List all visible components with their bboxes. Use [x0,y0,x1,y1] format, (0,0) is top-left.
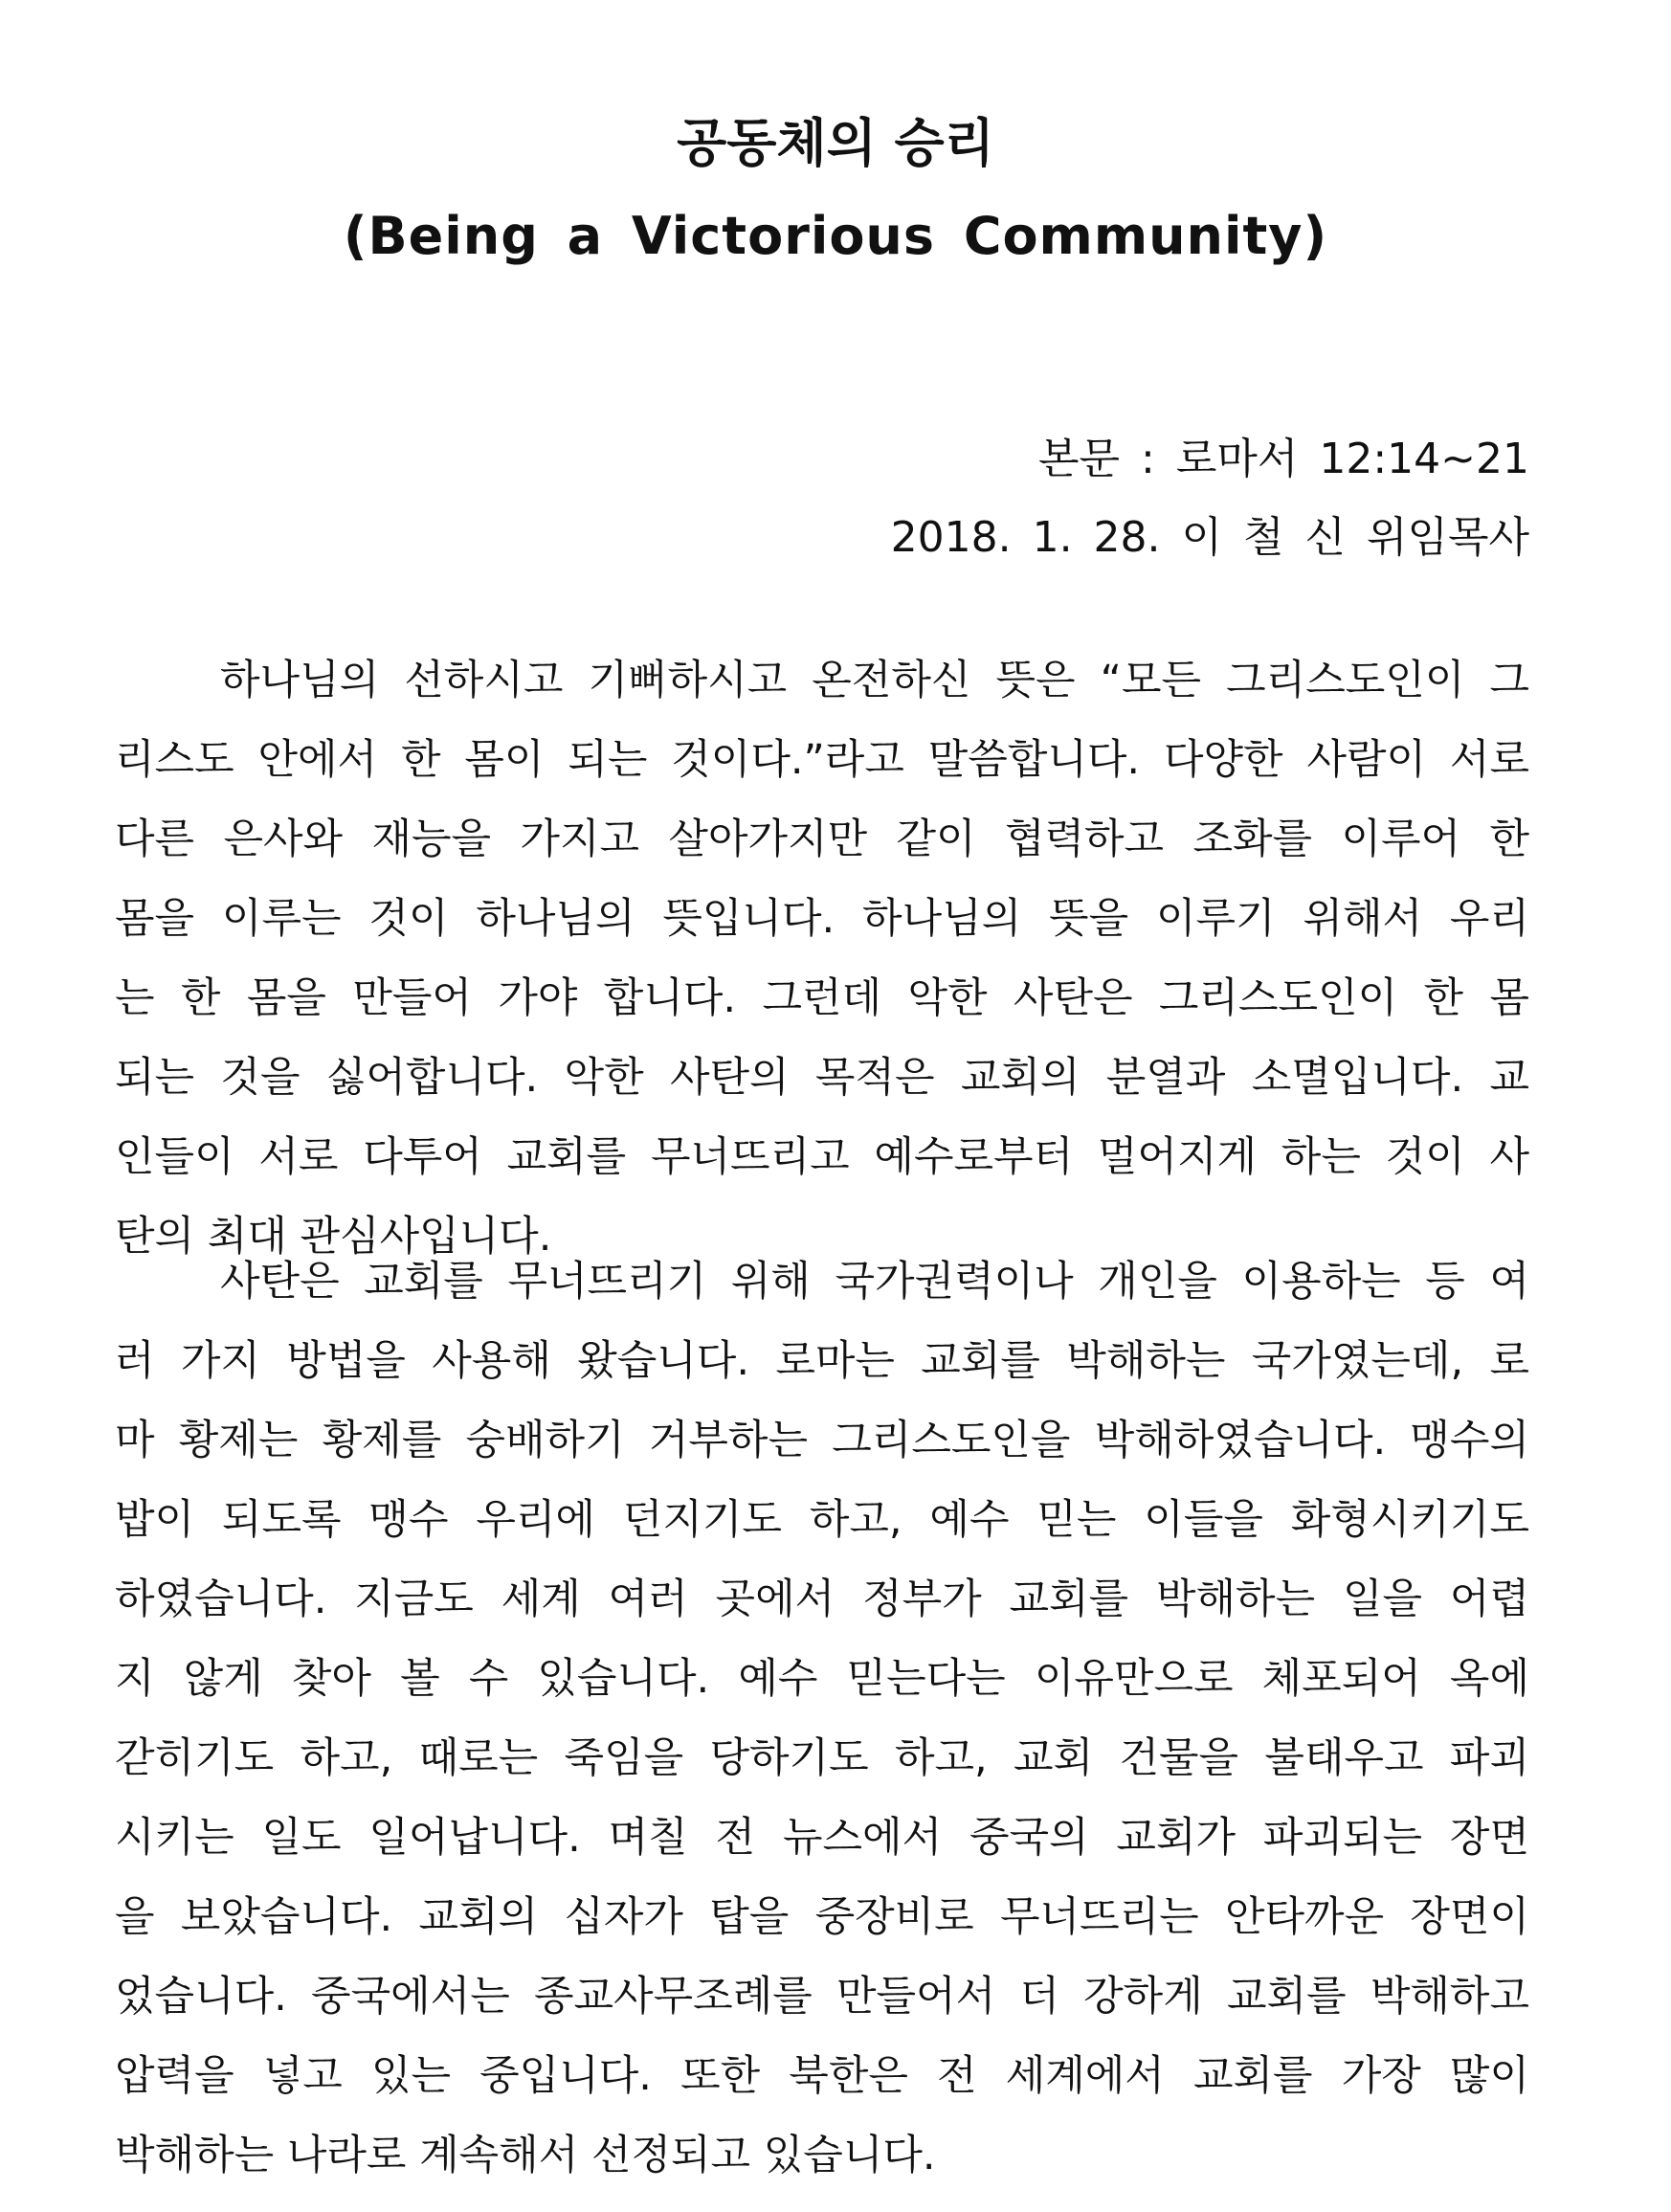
paragraph-1 [115,641,1529,1277]
paragraph-line: 시키는 일도 일어납니다. 며칠 전 뉴스에서 중국의 교회가 파괴되는 장면 [115,1814,1529,1862]
paragraph-line: 지 않게 찾아 볼 수 있습니다. 예수 믿는다는 이유만으로 체포되어 옥에 [115,1655,1529,1703]
paragraph-line: 리스도 안에서 한 몸이 되는 것이다.”라고 말씀합니다. 다양한 사람이 서로 [115,736,1529,784]
paragraph-line: 사탄은 교회를 무너뜨리기 위해 국가권력이나 개인을 이용하는 등 여 [220,1258,1529,1306]
paragraph-line: 밥이 되도록 맹수 우리에 던지기도 하고, 예수 믿는 이들을 화형시키기도 [115,1496,1529,1544]
paragraph-line: 인들이 서로 다투어 교회를 무너뜨리고 예수로부터 멀어지게 하는 것이 사 [115,1133,1529,1181]
title-english: (Being a Victorious Community) [343,206,1328,266]
paragraph-line: 러 가지 방법을 사용해 왔습니다. 로마는 교회를 박해하는 국가였는데, 로 [115,1337,1529,1385]
paragraph-line: 압력을 넣고 있는 중입니다. 또한 북한은 전 세계에서 교회를 가장 많이 [115,2052,1529,2100]
paragraph-line: 마 황제는 황제를 숭배하기 거부하는 그리스도인을 박해하였습니다. 맹수의 [115,1417,1529,1464]
paragraph-line: 었습니다. 중국에서는 종교사무조례를 만들어서 더 강하게 교회를 박해하고 [115,1973,1529,2021]
paragraph-2 [115,1242,1529,2196]
paragraph-line: 탄의 최대 관심사입니다. [115,1213,552,1261]
paragraph-line: 갇히기도 하고, 때로는 죽임을 당하기도 하고, 교회 건물을 불태우고 파괴 [115,1734,1529,1782]
paragraph-line: 하였습니다. 지금도 세계 여러 곳에서 정부가 교회를 박해하는 일을 어렵 [115,1575,1529,1623]
paragraph-line: 박해하는 나라로 계속해서 선정되고 있습니다. [115,2132,936,2179]
scripture-reference: 본문 : 로마서 12:14~21 [1038,435,1529,483]
paragraph-line: 다른 은사와 재능을 가지고 살아가지만 같이 협력하고 조화를 이루어 한 [115,816,1529,863]
title-korean: 공동체의 승리 [677,113,994,173]
paragraph-line: 하나님의 선하시고 기뻐하시고 온전하신 뜻은 “모든 그리스도인이 그 [220,657,1529,704]
paragraph-line: 을 보았습니다. 교회의 십자가 탑을 중장비로 무너뜨리는 안타까운 장면이 [115,1893,1529,1941]
paragraph-line: 는 한 몸을 만들어 가야 합니다. 그런데 악한 사탄은 그리스도인이 한 몸 [115,974,1529,1022]
date-author: 2018. 1. 28. 이 철 신 위임목사 [890,513,1529,562]
paragraph-line: 몸을 이루는 것이 하나님의 뜻입니다. 하나님의 뜻을 이루기 위해서 우리 [115,895,1529,943]
paragraph-line: 되는 것을 싫어합니다. 악한 사탄의 목적은 교회의 분열과 소멸입니다. 교 [115,1054,1529,1102]
